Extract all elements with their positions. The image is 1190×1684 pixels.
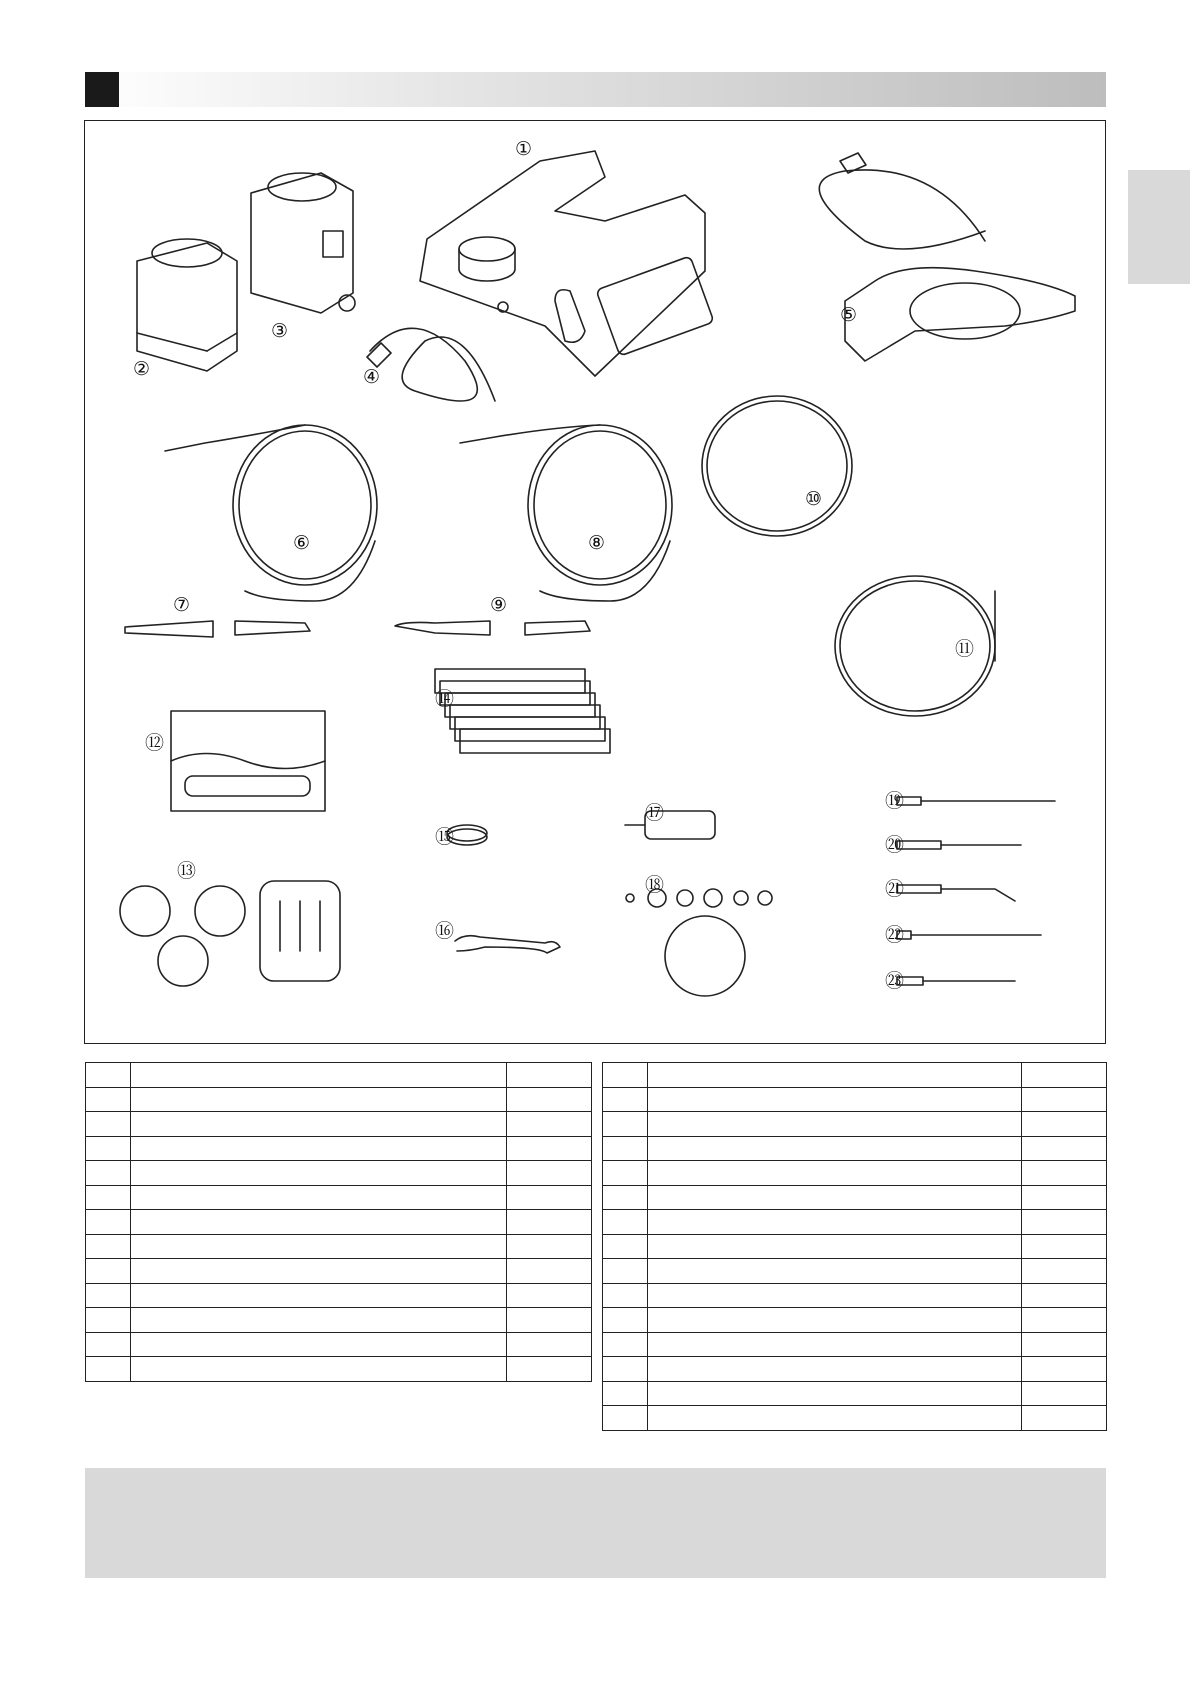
item-no-cell [86, 1087, 131, 1112]
item-no-cell [86, 1332, 131, 1357]
item-no-cell [603, 1210, 648, 1235]
item-qty-cell [507, 1210, 592, 1235]
item-name-cell [648, 1185, 1022, 1210]
item-qty-cell [507, 1136, 592, 1161]
item-no-cell [86, 1308, 131, 1333]
item-no-cell [603, 1063, 648, 1088]
item-name-cell [648, 1210, 1022, 1235]
item-qty-cell [507, 1234, 592, 1259]
table-row [603, 1112, 1107, 1137]
table-row [603, 1185, 1107, 1210]
item-no-cell [603, 1406, 648, 1431]
table-row [86, 1259, 592, 1284]
item-qty-cell [1022, 1185, 1107, 1210]
side-chapter-tab [1128, 170, 1190, 284]
section-header-marker [85, 72, 119, 107]
callout-6: ⑥ [293, 532, 311, 554]
tanks-drawing [137, 173, 355, 371]
item-qty-cell [507, 1161, 592, 1186]
item-qty-cell [507, 1259, 592, 1284]
table-row [603, 1087, 1107, 1112]
item-no-cell [603, 1112, 648, 1137]
callout-1: ① [515, 138, 533, 160]
item-qty-cell [507, 1063, 592, 1088]
foot-control-drawing [819, 153, 1075, 361]
components-illustration [85, 121, 1107, 1045]
item-qty-cell [507, 1112, 592, 1137]
callout-8: ⑧ [588, 532, 606, 554]
item-qty-cell [1022, 1283, 1107, 1308]
table-row [603, 1136, 1107, 1161]
table-row [86, 1161, 592, 1186]
table-row [86, 1357, 592, 1382]
table-row [603, 1259, 1107, 1284]
item-qty-cell [507, 1332, 592, 1357]
table-row [86, 1087, 592, 1112]
item-no-cell [86, 1136, 131, 1161]
item-name-cell [648, 1283, 1022, 1308]
filters-wrench-drawing [435, 669, 610, 953]
callout-20: ⑳ [885, 834, 905, 856]
item-name-cell [131, 1112, 507, 1137]
callout-19: ⑲ [885, 790, 905, 812]
item-name-cell [131, 1283, 507, 1308]
table-row [86, 1283, 592, 1308]
item-qty-cell [1022, 1406, 1107, 1431]
item-no-cell [86, 1234, 131, 1259]
item-name-cell [131, 1063, 507, 1088]
item-qty-cell [1022, 1112, 1107, 1137]
item-no-cell [603, 1357, 648, 1382]
item-qty-cell [507, 1185, 592, 1210]
item-no-cell [603, 1161, 648, 1186]
item-name-cell [131, 1308, 507, 1333]
callout-2: ② [133, 358, 151, 380]
callout-10: ⑩ [805, 488, 823, 510]
callout-15: ⑮ [435, 826, 455, 848]
item-name-cell [131, 1161, 507, 1186]
item-qty-cell [507, 1308, 592, 1333]
item-qty-cell [1022, 1136, 1107, 1161]
item-name-cell [131, 1259, 507, 1284]
item-name-cell [648, 1136, 1022, 1161]
item-qty-cell [1022, 1332, 1107, 1357]
table-row [603, 1210, 1107, 1235]
oil-orings-drawing [625, 811, 772, 996]
item-qty-cell [1022, 1087, 1107, 1112]
callout-7: ⑦ [173, 594, 191, 616]
item-name-cell [648, 1357, 1022, 1382]
item-no-cell [603, 1332, 648, 1357]
item-no-cell [603, 1136, 648, 1161]
callout-22: ㉒ [885, 924, 905, 946]
item-name-cell [131, 1332, 507, 1357]
callout-16: ⑯ [435, 920, 455, 942]
item-name-cell [648, 1063, 1022, 1088]
item-no-cell [86, 1063, 131, 1088]
item-no-cell [86, 1283, 131, 1308]
item-qty-cell [1022, 1381, 1107, 1406]
item-name-cell [648, 1381, 1022, 1406]
section-header-bar [85, 72, 1106, 107]
item-name-cell [648, 1332, 1022, 1357]
callout-21: ㉑ [885, 878, 905, 900]
item-name-cell [131, 1185, 507, 1210]
table-row [603, 1357, 1107, 1382]
item-name-cell [131, 1234, 507, 1259]
table-row [603, 1234, 1107, 1259]
item-qty-cell [1022, 1063, 1107, 1088]
item-name-cell [648, 1087, 1022, 1112]
table-row [86, 1332, 592, 1357]
tools-drawing [897, 797, 1055, 985]
item-qty-cell [1022, 1357, 1107, 1382]
item-name-cell [648, 1161, 1022, 1186]
item-name-cell [131, 1087, 507, 1112]
item-no-cell [603, 1283, 648, 1308]
callout-11: ⑪ [955, 638, 975, 660]
callout-9: ⑨ [490, 594, 508, 616]
callout-5: ⑤ [840, 304, 858, 326]
table-row [603, 1406, 1107, 1431]
item-qty-cell [507, 1357, 592, 1382]
item-qty-cell [1022, 1308, 1107, 1333]
table-row [86, 1308, 592, 1333]
cables-drawing [165, 396, 995, 716]
callout-13: ⑬ [177, 860, 197, 882]
item-name-cell [648, 1112, 1022, 1137]
table-row [86, 1210, 592, 1235]
table-row [86, 1234, 592, 1259]
item-no-cell [603, 1259, 648, 1284]
table-row [86, 1063, 592, 1088]
item-name-cell [131, 1136, 507, 1161]
components-figure [84, 120, 1106, 1044]
item-no-cell [86, 1259, 131, 1284]
item-no-cell [603, 1381, 648, 1406]
table-row [603, 1308, 1107, 1333]
callout-12: ⑫ [145, 732, 165, 754]
item-name-cell [648, 1308, 1022, 1333]
table-row [86, 1185, 592, 1210]
power-cord-drawing [367, 328, 495, 401]
table-row [603, 1283, 1107, 1308]
item-name-cell [131, 1357, 507, 1382]
item-no-cell [86, 1357, 131, 1382]
callout-3: ③ [271, 320, 289, 342]
callout-14: ⑭ [435, 688, 455, 710]
handpieces-drawing [125, 621, 590, 637]
item-no-cell [86, 1161, 131, 1186]
item-qty-cell [1022, 1161, 1107, 1186]
item-no-cell [603, 1234, 648, 1259]
item-no-cell [86, 1210, 131, 1235]
callout-23: ㉓ [885, 970, 905, 992]
parts-table-left [85, 1062, 592, 1382]
table-row [86, 1136, 592, 1161]
item-name-cell [648, 1259, 1022, 1284]
note-box [85, 1468, 1106, 1578]
item-qty-cell [507, 1283, 592, 1308]
item-qty-cell [1022, 1210, 1107, 1235]
table-row [603, 1063, 1107, 1088]
item-qty-cell [1022, 1259, 1107, 1284]
item-qty-cell [507, 1087, 592, 1112]
callout-18: ⑱ [645, 874, 665, 896]
table-row [603, 1161, 1107, 1186]
parts-table-right [602, 1062, 1107, 1431]
callout-17: ⑰ [645, 802, 665, 824]
item-no-cell [86, 1185, 131, 1210]
item-qty-cell [1022, 1234, 1107, 1259]
table-row [603, 1381, 1107, 1406]
main-unit-drawing [420, 151, 714, 376]
callout-4: ④ [363, 366, 381, 388]
item-name-cell [131, 1210, 507, 1235]
table-row [86, 1112, 592, 1137]
table-row [603, 1332, 1107, 1357]
item-no-cell [603, 1087, 648, 1112]
item-no-cell [86, 1112, 131, 1137]
item-name-cell [648, 1406, 1022, 1431]
item-name-cell [648, 1234, 1022, 1259]
item-no-cell [603, 1185, 648, 1210]
item-no-cell [603, 1308, 648, 1333]
